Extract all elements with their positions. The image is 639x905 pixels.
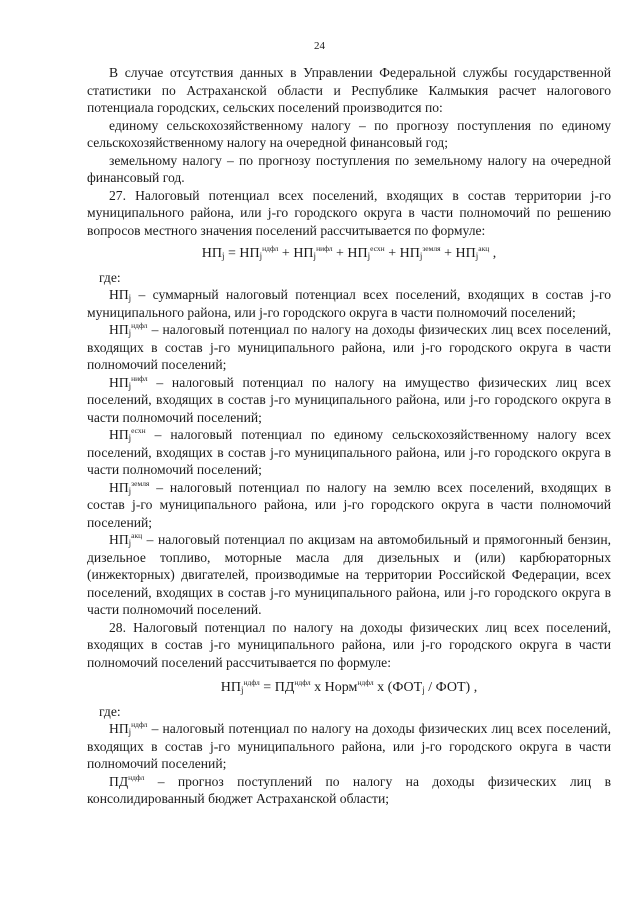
page-number: 24 (314, 40, 325, 52)
definition: $НП_j$ – суммарный налоговый потенциал всех поселений, входящих в состав j-го муниципального района, или j-го городского округа в части полномочий поселений; (87, 287, 611, 320)
where-label: где: (99, 703, 121, 719)
paragraph: земельному налогу – по прогнозу поступления по земельному налогу на очередной финансовый год. (87, 152, 611, 185)
paragraph: В случае отсутствия данных в Управлении Федеральной службы государственной статистики по Астраханской области и Республике Калмыкия расчет налогового потенциала городских, сельских поселений производится по: (87, 65, 611, 115)
formula-np-ndfl: $НП_j^{ндфл} = ПД^{ндфл}$ х Норм$^{ндфл}$ х $(ФОТ_j / ФОТ)$ , (220, 678, 478, 695)
formula-np-total: $НП_j = НП_j^{ндфл} + НП_j^{нифл} + НП_j^{есхн} + НП_j^{земля} + НП_j^{акц}$ , (201, 244, 497, 261)
definition: $НП_j^{ндфл}$ – налоговый потенциал по налогу на доходы физических лиц всех поселений, входящих в состав j-го муниципального района, или j-го городского округа в части полномочий поселений; (87, 321, 612, 372)
paragraph: единому сельскохозяйственному налогу – по прогнозу поступления по единому сельскохозяйственному налогу на очередной финансовый год; (87, 117, 611, 150)
paragraph: 28. Налоговый потенциал по налогу на доходы физических лиц всех поселений, входящих в состав j-го муниципального района, или j-го городского округа в части полномочий поселений рассчитывается по формуле: (87, 619, 611, 670)
definition: $НП_j^{есхн}$ – налоговый потенциал по единому сельскохозяйственному налогу всех поселений, входящих в состав j-го муниципального района, или j-го городского округа в части полномочий поселений; (87, 426, 611, 477)
definition: $НП_j^{ндфл}$ – налоговый потенциал по налогу на доходы физических лиц всех поселений, входящих в состав j-го муниципального района, или j-го городского округа в части полномочий поселений; (87, 720, 612, 771)
definition: $НП_j^{нифл}$ – налоговый потенциал по налогу на имущество физических лиц всех поселений, входящих в состав j-го муниципального района, или j-го городского округа в части полномочий поселений; (87, 373, 612, 425)
where-label: где: (99, 269, 121, 285)
definition: $ПД^{ндфл}$ – прогноз поступлений по налогу на доходы физических лиц в консолидированный бюджет Астраханской области; (87, 772, 611, 806)
definition: $НП_j^{акц}$ – налоговый потенциал по акцизам на автомобильный и прямогонный бензин, дизельное топливо, моторные масла для дизельных и (или) карбюраторных (инжекторных) двигателей, производимые на территории Российской Федерации, всех поселений, входящих в состав j-го муниципального района, или j-го городского округа в части полномочий поселений. (87, 531, 611, 617)
document-body (87, 64, 611, 808)
paragraph: 27. Налоговый потенциал всех поселений, входящих в состав территории j-го муниципального района, или j-го городского округа в части полномочий по решению вопросов местного значения поселений рассчитывается по формуле: (87, 187, 611, 238)
definition: $НП_j^{земля}$ – налоговый потенциал по налогу на землю всех поселений, входящих в состав j-го муниципального района, или j-го городского округа в части полномочий поселений; (87, 478, 611, 530)
